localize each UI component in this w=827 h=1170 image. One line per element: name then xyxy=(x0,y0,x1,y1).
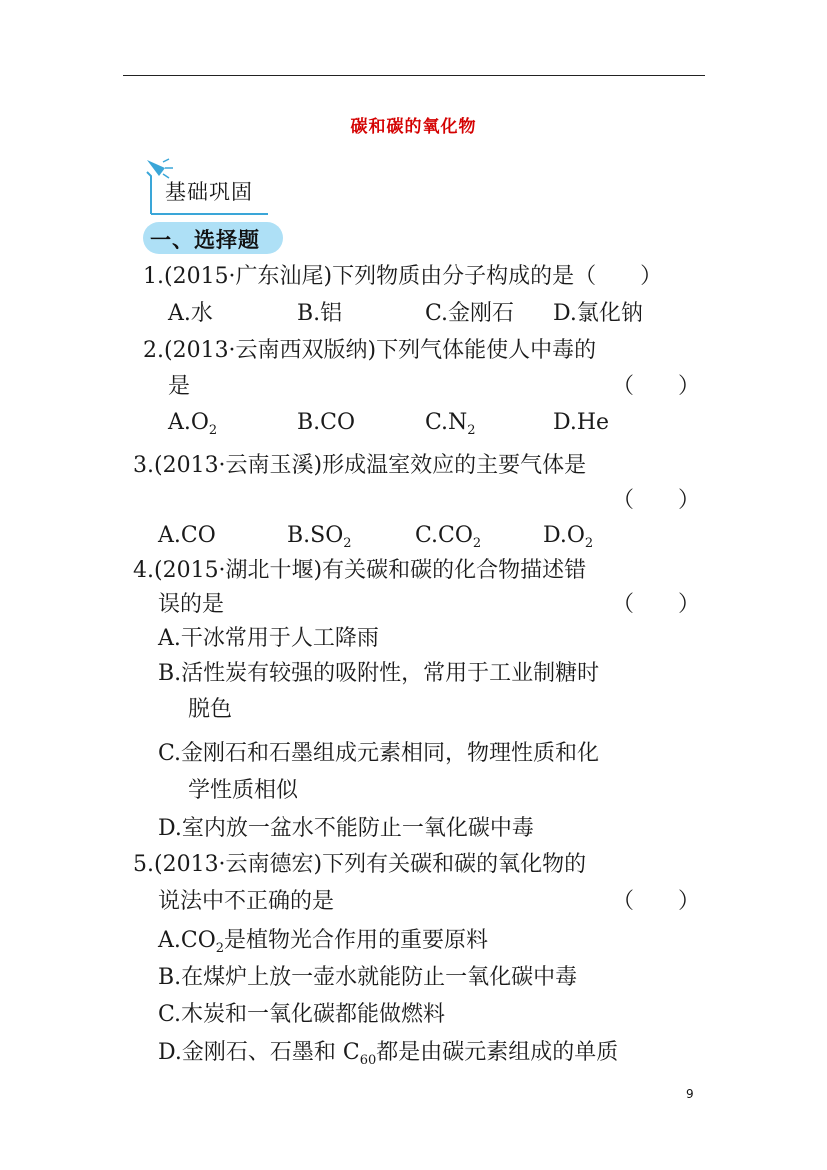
q5-option-b: B.在煤炉上放一壶水就能防止一氧化碳中毒 xyxy=(158,965,578,990)
section-label: 基础巩固 xyxy=(165,180,253,204)
q3-answer-paren: （ ） xyxy=(612,488,701,513)
q3-option-c: $C.CO_2$ xyxy=(415,523,482,551)
subsection-label: 一、选择题 xyxy=(150,228,260,252)
q4-option-b-line2: 脱色 xyxy=(188,697,233,722)
q3-option-b: $B.SO_2$ xyxy=(287,523,352,551)
q2-answer-paren: （ ） xyxy=(612,374,701,399)
q5-option-c: C.木炭和一氧化碳都能做燃料 xyxy=(158,1002,446,1027)
q5-option-a: $A.CO_2$是植物光合作用的重要原料 xyxy=(158,928,489,956)
q1-option-c: C.金刚石 xyxy=(425,301,515,326)
q2-option-b: B.CO xyxy=(297,410,356,435)
q4-option-a: A.干冰常用于人工降雨 xyxy=(158,626,379,651)
q1-stem: 1.(2015·广东汕尾)下列物质由分子构成的是（ ） xyxy=(143,264,663,289)
q4-option-c-line1: C.金刚石和石墨组成元素相同，物理性质和化 xyxy=(158,741,600,766)
q5-stem-line1: 5.(2013·云南德宏)下列有关碳和碳的氧化物的 xyxy=(133,852,587,877)
q2-stem-line1: 2.(2013·云南西双版纳)下列气体能使人中毒的 xyxy=(143,338,597,363)
q2-stem-line2: 是 xyxy=(168,374,191,399)
q3-stem: 3.(2013·云南玉溪)形成温室效应的主要气体是 xyxy=(133,453,587,478)
q2-option-a: $A.O_2$ xyxy=(168,410,218,438)
q4-option-d: D.室内放一盆水不能防止一氧化碳中毒 xyxy=(158,816,534,841)
q1-option-d: D.氯化钠 xyxy=(553,301,643,326)
q4-option-c-line2: 学性质相似 xyxy=(188,778,299,803)
q5-answer-paren: （ ） xyxy=(612,889,701,914)
header-rule xyxy=(123,75,705,76)
q1-option-b: B.铝 xyxy=(297,301,343,326)
q5-option-d: D.金刚石、石墨和 $C_{60}$都是由碳元素组成的单质 xyxy=(158,1040,619,1068)
q4-stem-line2: 误的是 xyxy=(158,592,225,617)
q1-option-a: A.水 xyxy=(168,301,213,326)
q4-option-b-line1: B.活性炭有较强的吸附性，常用于工业制糖时 xyxy=(158,661,600,686)
q3-option-d: $D.O_2$ xyxy=(543,523,594,551)
q4-stem-line1: 4.(2015·湖北十堰)有关碳和碳的化合物描述错 xyxy=(133,558,587,583)
q2-option-d: D.He xyxy=(553,410,610,435)
q2-option-c: $C.N_2$ xyxy=(425,410,476,438)
page-title: 碳和碳的氧化物 xyxy=(350,117,477,137)
q4-answer-paren: （ ） xyxy=(612,592,701,617)
q5-stem-line2: 说法中不正确的是 xyxy=(158,889,335,914)
page-number: 9 xyxy=(686,1087,694,1101)
q3-option-a: A.CO xyxy=(158,523,216,548)
